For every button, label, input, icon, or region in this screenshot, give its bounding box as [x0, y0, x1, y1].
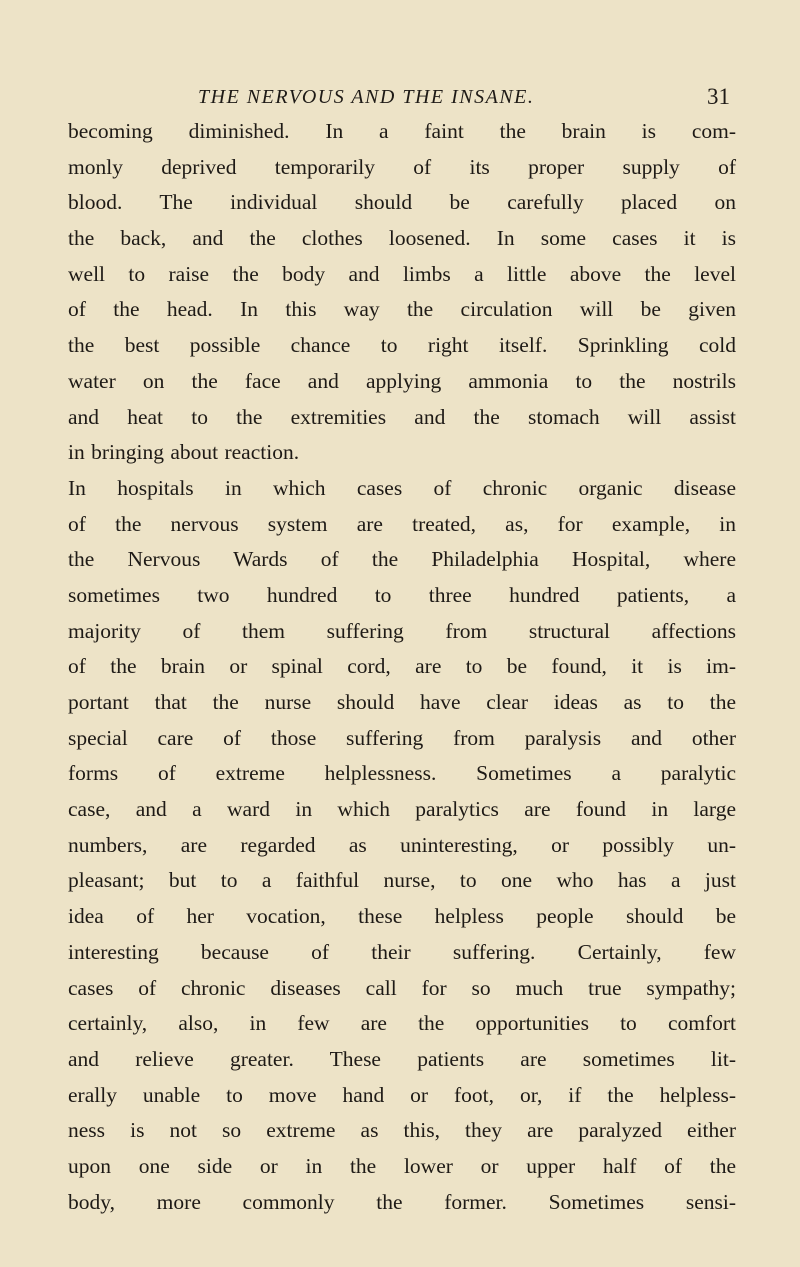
running-title: THE NERVOUS AND THE INSANE.: [198, 86, 535, 108]
text-line: special care of those suffering from paralysis and other: [68, 725, 736, 750]
text-line: forms of extreme helplessness. Sometimes a paralytic: [68, 761, 736, 786]
text-line: the back, and the clothes loosened. In some cases it is: [68, 226, 736, 251]
text-line: water on the face and applying ammonia to the nostrils: [68, 368, 736, 393]
text-line: case, and a ward in which paralytics are found in large: [68, 797, 736, 822]
text-line: sometimes two hundred to three hundred patients, a: [68, 582, 736, 607]
body-text: [68, 114, 736, 1220]
text-line: and heat to the extremities and the stomach will assist: [68, 404, 736, 429]
text-line: the Nervous Wards of the Philadelphia Hospital, where: [68, 547, 736, 572]
text-line: well to raise the body and limbs a little above the level: [68, 261, 736, 286]
text-line: In hospitals in which cases of chronic organic disease: [68, 475, 736, 500]
text-line: body, more commonly the former. Sometimes sensi-: [68, 1189, 736, 1214]
text-line: numbers, are regarded as uninteresting, or possibly un-: [68, 832, 736, 857]
text-line: interesting because of their suffering. Certainly, few: [68, 939, 736, 964]
text-line: of the brain or spinal cord, are to be found, it is im-: [68, 654, 736, 679]
text-line: and relieve greater. These patients are sometimes lit-: [68, 1046, 736, 1071]
text-line: monly deprived temporarily of its proper supply of: [68, 154, 736, 179]
page-header: [0, 86, 800, 116]
text-line: of the nervous system are treated, as, for example, in: [68, 511, 736, 536]
text-line: portant that the nurse should have clear ideas as to the: [68, 690, 736, 714]
text-line: blood. The individual should be carefully placed on: [68, 190, 736, 215]
text-line: the best possible chance to right itself. Sprinkling cold: [68, 333, 736, 358]
page-number: 31: [707, 84, 730, 109]
text-line: idea of her vocation, these helpless people should be: [68, 904, 736, 929]
text-line: becoming diminished. In a faint the brain is com-: [68, 119, 736, 143]
text-line: ness is not so extreme as this, they are paralyzed either: [68, 1118, 736, 1143]
text-line: upon one side or in the lower or upper half of the: [68, 1153, 736, 1178]
text-line: of the head. In this way the circulation will be given: [68, 297, 736, 322]
text-line: cases of chronic diseases call for so much true sympathy;: [68, 975, 736, 1000]
text-line: certainly, also, in few are the opportunities to comfort: [68, 1011, 736, 1036]
text-line: majority of them suffering from structural affections: [68, 618, 736, 643]
text-line: in bringing about reaction.: [68, 440, 300, 465]
text-line: erally unable to move hand or foot, or, if the helpless-: [68, 1082, 736, 1107]
text-line: pleasant; but to a faithful nurse, to one who has a just: [68, 868, 736, 893]
